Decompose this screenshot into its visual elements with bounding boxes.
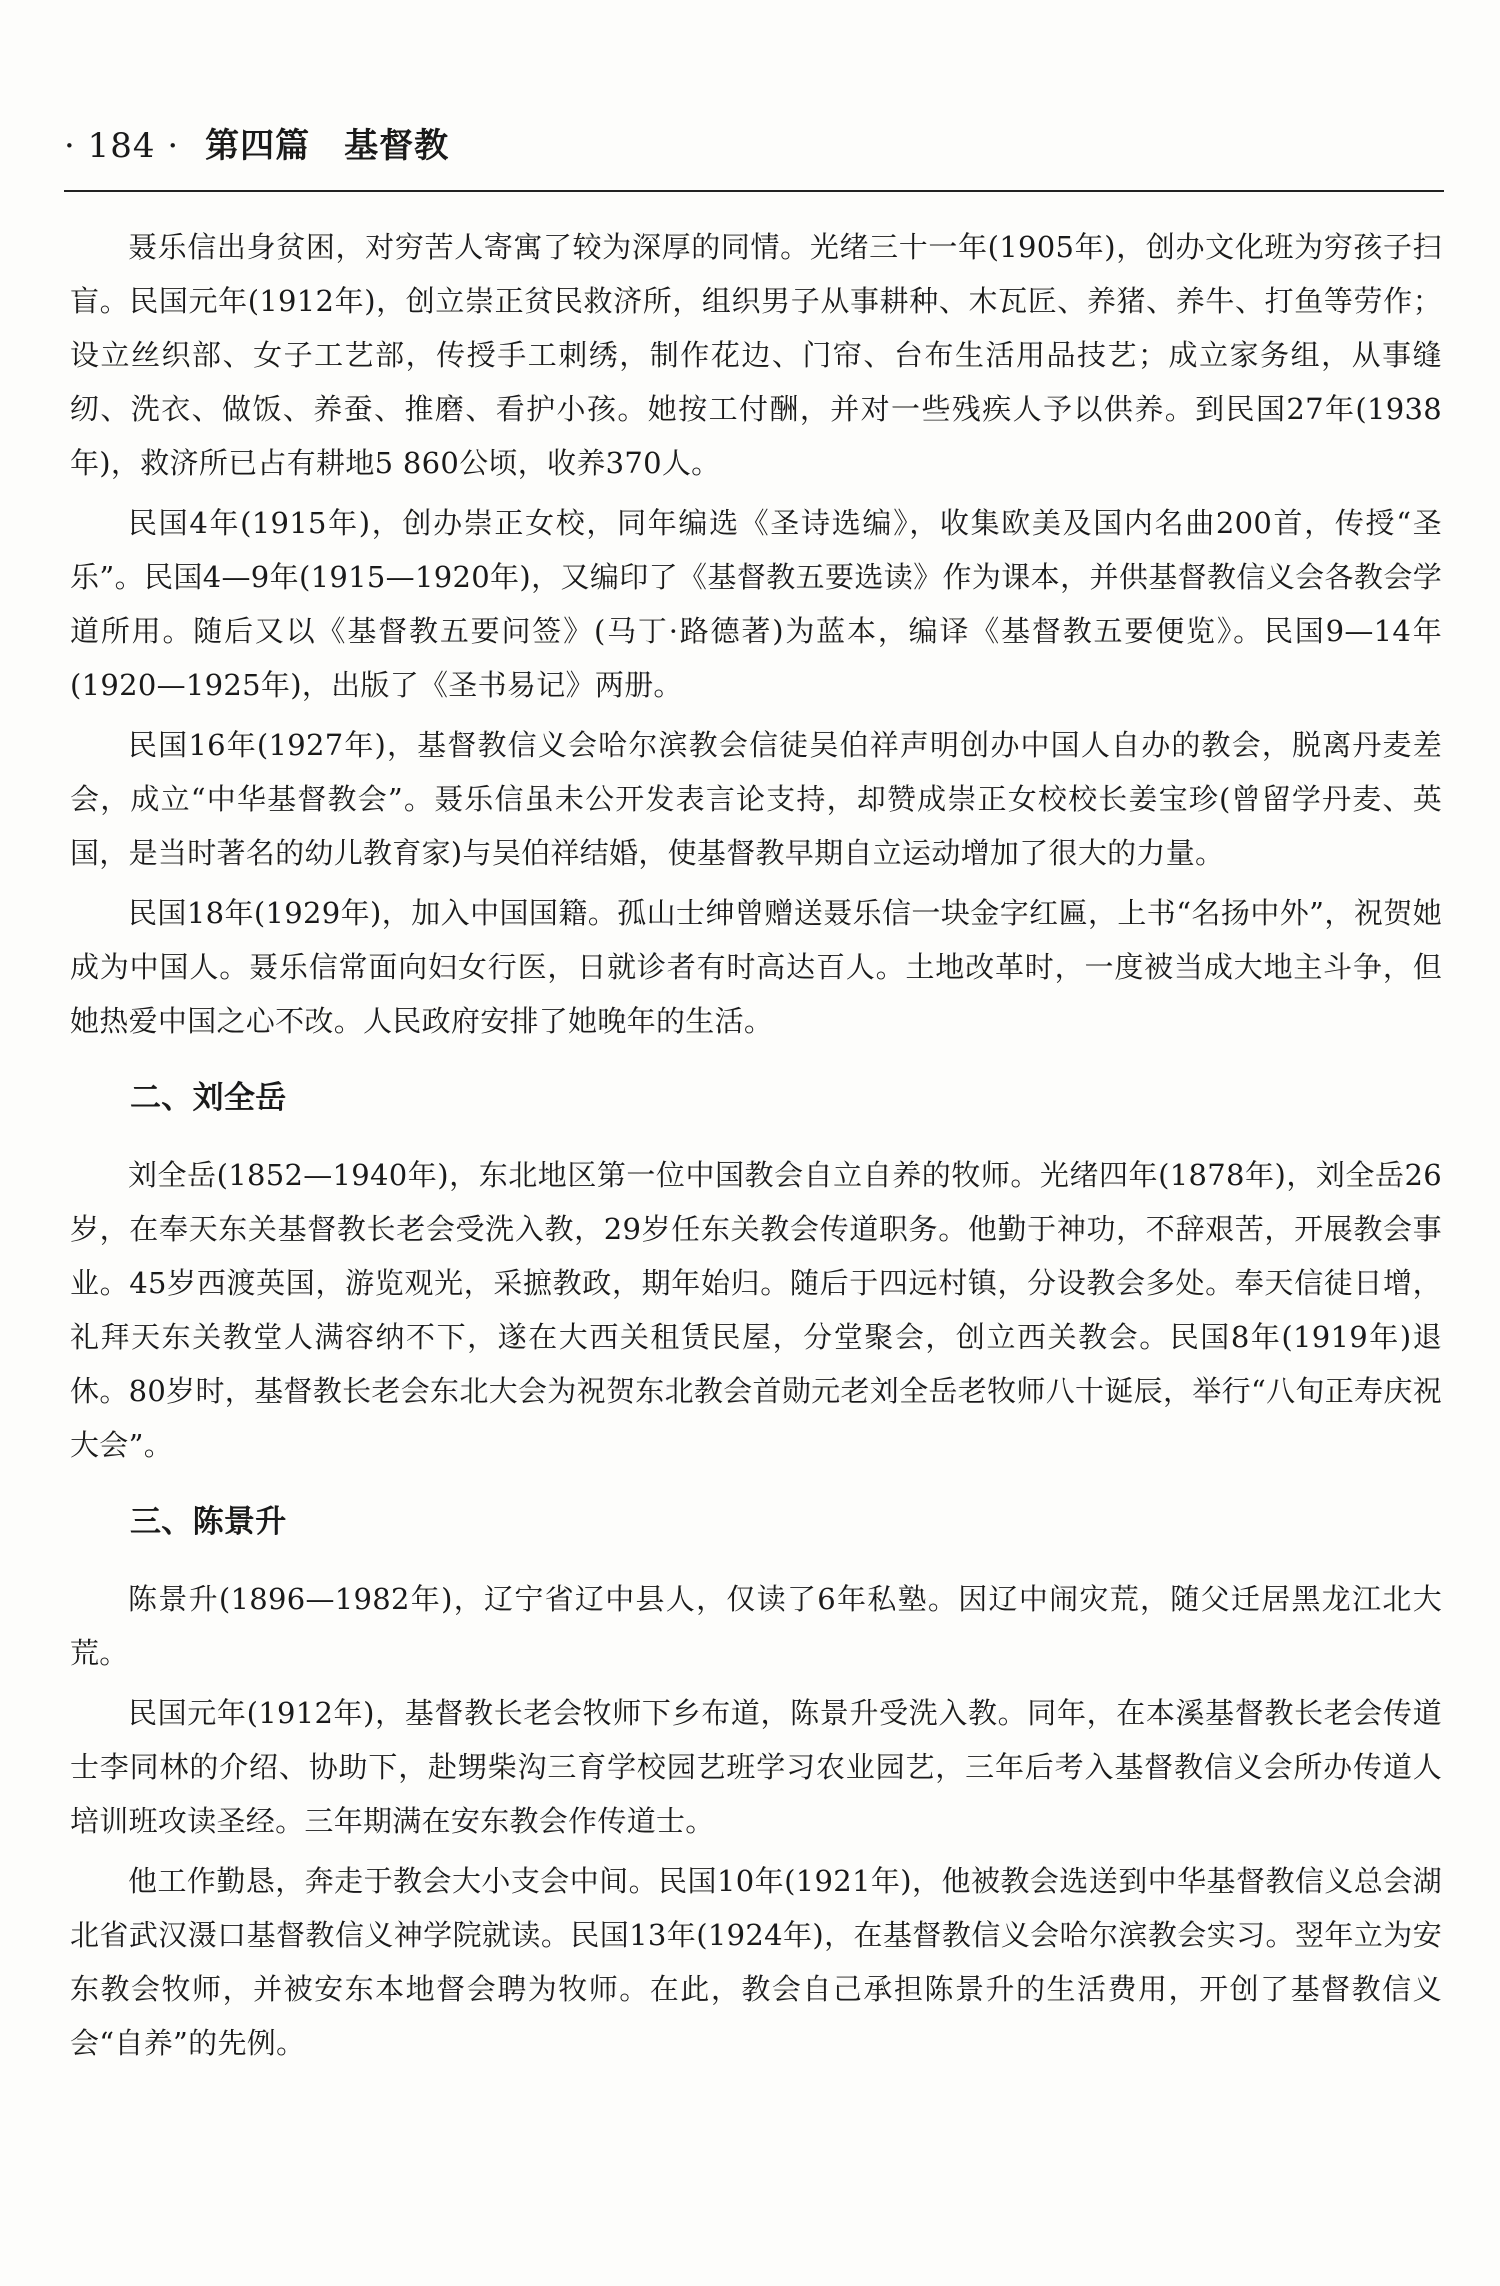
- paragraph: 民国16年(1927年)，基督教信义会哈尔滨教会信徒吴伯祥声明创办中国人自办的教会，脱离丹麦差会，成立“中华基督教会”。聂乐信虽未公开发表言论支持，却赞成崇正女校校长姜宝珍(曾留学丹麦、英国，是当时著名的幼儿教育家)与吴伯祥结婚，使基督教早期自立运动增加了很大的力量。: [70, 728, 1442, 870]
- paragraph: 民国4年(1915年)，创办崇正女校，同年编选《圣诗选编》，收集欧美及国内名曲200首，传授“圣乐”。民国4—9年(1915—1920年)，又编印了《基督教五要选读》作为课本，并供基督教信义会各教会学道所用。随后又以《基督教五要问签》(马丁·路德著)为蓝本，编译《基督教五要便览》。民国9—14年(1920—1925年)，出版了《圣书易记》两册。: [70, 506, 1442, 702]
- paragraph: 刘全岳(1852—1940年)，东北地区第一位中国教会自立自养的牧师。光绪四年(1878年)，刘全岳26岁，在奉天东关基督教长老会受洗入教，29岁任东关教会传道职务。他勤于神功，不辞艰苦，开展教会事业。45岁西渡英国，游览观光，采摭教政，期年始归。随后于四远村镇，分设教会多处。奉天信徒日增，礼拜天东关教堂人满容纳不下，遂在大西关租赁民屋，分堂聚会，创立西关教会。民国8年(1919年)退休。80岁时，基督教长老会东北大会为祝贺东北教会首勋元老刘全岳老牧师八十诞辰，举行“八旬正寿庆祝大会”。: [70, 1158, 1442, 1462]
- section-heading: 三、陈景升: [130, 1504, 287, 1540]
- part-title: 第四篇: [205, 126, 311, 166]
- paragraph: 陈景升(1896—1982年)，辽宁省辽中县人，仅读了6年私塾。因辽中闹灾荒，随父迁居黑龙江北大荒。: [70, 1582, 1442, 1670]
- page-number: · 184 ·: [64, 126, 180, 166]
- running-header: [64, 118, 449, 167]
- paragraph: 他工作勤恳，奔走于教会大小支会中间。民国10年(1921年)，他被教会选送到中华基督教信义总会湖北省武汉滠口基督教信义神学院就读。民国13年(1924年)，在基督教信义会哈尔滨教会实习。翌年立为安东教会牧师，并被安东本地督会聘为牧师。在此，教会自己承担陈景升的生活费用，开创了基督教信义会“自养”的先例。: [70, 1864, 1442, 2060]
- body-text: [70, 220, 1442, 2076]
- paragraph: 民国18年(1929年)，加入中国国籍。孤山士绅曾赠送聂乐信一块金字红匾，上书“名扬中外”，祝贺她成为中国人。聂乐信常面向妇女行医，日就诊者有时高达百人。土地改革时，一度被当成大地主斗争，但她热爱中国之心不改。人民政府安排了她晚年的生活。: [70, 896, 1442, 1038]
- section-title: 基督教: [344, 126, 450, 166]
- paragraph: 聂乐信出身贫困，对穷苦人寄寓了较为深厚的同情。光绪三十一年(1905年)，创办文化班为穷孩子扫盲。民国元年(1912年)，创立崇正贫民救济所，组织男子从事耕种、木瓦匠、养猪、养牛、打鱼等劳作；设立丝织部、女子工艺部，传授手工刺绣，制作花边、门帘、台布生活用品技艺；成立家务组，从事缝纫、洗衣、做饭、养蚕、推磨、看护小孩。她按工付酬，并对一些残疾人予以供养。到民国27年(1938年)，救济所已占有耕地5 860公顷，收养370人。: [70, 230, 1442, 480]
- header-rule: [64, 190, 1444, 192]
- paragraph: 民国元年(1912年)，基督教长老会牧师下乡布道，陈景升受洗入教。同年，在本溪基督教长老会传道士李同林的介绍、协助下，赴甥柴沟三育学校园艺班学习农业园艺，三年后考入基督教信义会所办传道人培训班攻读圣经。三年期满在安东教会作传道士。: [70, 1696, 1442, 1838]
- section-heading: 二、刘全岳: [130, 1080, 287, 1116]
